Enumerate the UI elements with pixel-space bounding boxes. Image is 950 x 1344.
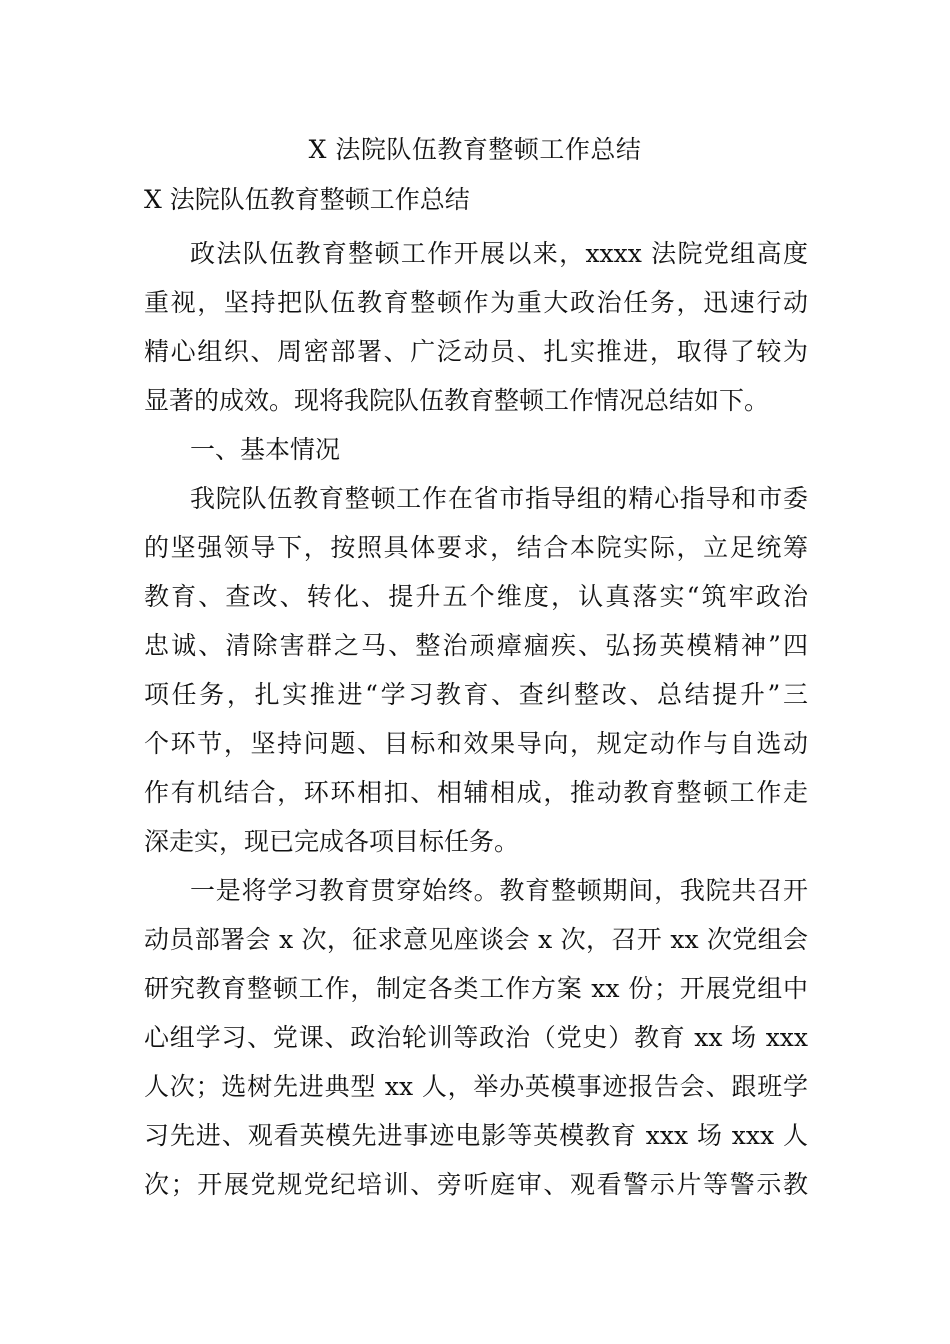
paragraph-3-line: 人次；选树先进典型 xx 人，举办英模事迹报告会、跟班学 [144, 1072, 808, 1101]
paragraph-2-line: 忠诚、清除害群之马、整治顽瘴痼疾、弘扬英模精神”四 [144, 631, 808, 660]
paragraph-3-line: 习先进、观看英模先进事迹电影等英模教育 xxx 场 xxx 人 [144, 1121, 808, 1150]
paragraph-2-line: 作有机结合，环环相扣、相辅相成，推动教育整顿工作走 [144, 778, 808, 807]
document-subtitle: X 法院队伍教育整顿工作总结 [144, 185, 470, 214]
paragraph-1-line: 重视，坚持把队伍教育整顿作为重大政治任务，迅速行动 [144, 288, 808, 317]
paragraph-3-line: 次；开展党规党纪培训、旁听庭审、观看警示片等警示教 [144, 1170, 808, 1199]
paragraph-1-line: 政法队伍教育整顿工作开展以来，xxxx 法院党组高度 [190, 239, 808, 268]
paragraph-3-line: 一是将学习教育贯穿始终。教育整顿期间，我院共召开 [190, 876, 808, 905]
section-heading: 一、基本情况 [190, 435, 341, 464]
paragraph-3-line: 心组学习、党课、政治轮训等政治（党史）教育 xx 场 xxx [144, 1023, 808, 1052]
paragraph-3-line: 动员部署会 x 次，征求意见座谈会 x 次，召开 xx 次党组会 [144, 925, 808, 954]
paragraph-2-line: 我院队伍教育整顿工作在省市指导组的精心指导和市委 [190, 484, 808, 513]
paragraph-2-line: 项任务，扎实推进“学习教育、查纠整改、总结提升”三 [144, 680, 808, 709]
paragraph-2-line: 个环节，坚持问题、目标和效果导向，规定动作与自选动 [144, 729, 808, 758]
paragraph-2-line: 的坚强领导下，按照具体要求，结合本院实际，立足统筹 [144, 533, 808, 562]
document-body [144, 229, 808, 1209]
document-title: X 法院队伍教育整顿工作总结 [308, 135, 642, 164]
paragraph-1-line: 精心组织、周密部署、广泛动员、扎实推进，取得了较为 [144, 337, 808, 366]
paragraph-2-line: 教育、查改、转化、提升五个维度，认真落实“筑牢政治 [144, 582, 808, 611]
paragraph-2-line: 深走实，现已完成各项目标任务。 [144, 827, 520, 856]
paragraph-3-line: 研究教育整顿工作，制定各类工作方案 xx 份；开展党组中 [144, 974, 808, 1003]
paragraph-1-line: 显著的成效。现将我院队伍教育整顿工作情况总结如下。 [144, 386, 770, 415]
